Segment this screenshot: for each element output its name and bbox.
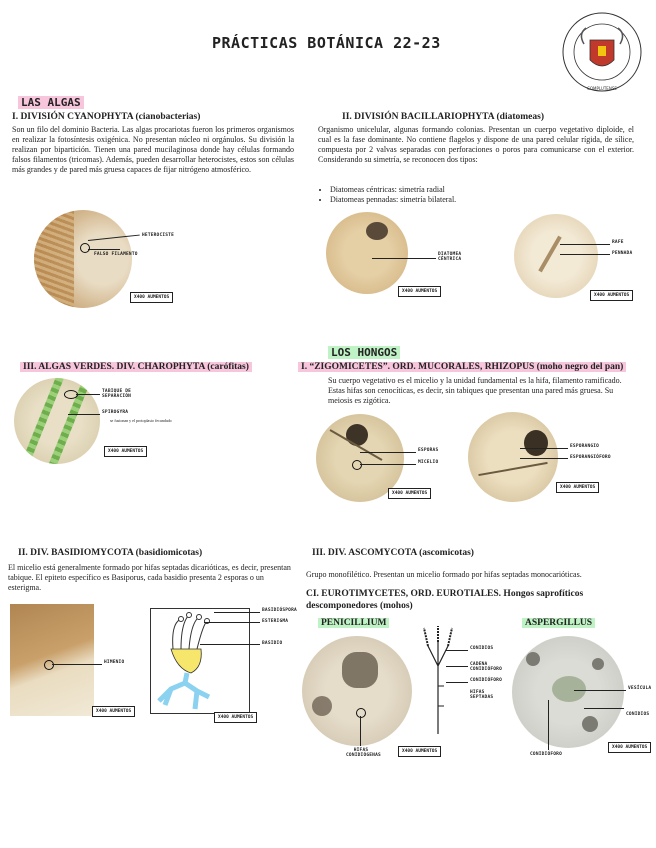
centrica-mag-box: X400 AUMENTOS [398, 286, 441, 297]
vesicula-pointer [574, 690, 626, 691]
diatomea-centrica-micrograph [326, 212, 408, 294]
bullet-pennadas: • Diatomeas pennadas: simetría bilateral. [330, 195, 630, 205]
esporangio-label: ESPORANGIO [570, 444, 600, 449]
aspergillus-micrograph [512, 636, 624, 748]
penicillium-marker [356, 708, 366, 718]
bacillario-title: II. DIVISIÓN BACILLARIOPHYTA (diatomeas) [342, 112, 544, 122]
rafe-label: RAFE [612, 240, 624, 245]
bacillario-text: Organismo unicelular, algunas formando colonias. Presentan un cuerpo vegetativo diploide, el cual es la fase dominante. No contiene flagelos y dispone de una pared celular rígida, de sílice, compuesta por 2 valvas separadas con perforaciones o poros para comunicarse con el exterior. Considerando su simetría, se reconocen dos tipos: [318, 125, 634, 164]
penicillium-heading: PENICILLIUM [318, 618, 389, 628]
cyano-title: I. DIVISIÓN CYANOPHYTA (cianobacterias) [12, 112, 201, 122]
aspergillus-heading: ASPERGILLUS [522, 618, 595, 628]
basidio-pointer [200, 644, 260, 645]
basidio-mag-box-2: X400 AUMENTOS [214, 712, 257, 723]
asco-subtitle: CI. EUROTIMYCETES, ORD. EUROTIALES. Hongos saprofíticos descomponedores (mohos) [306, 589, 584, 611]
micelio-label: MICELIO [418, 460, 439, 465]
tabique-label: TABIQUE DE SEPARACIÓN [102, 389, 132, 399]
rhizopus-micrograph-2 [468, 412, 558, 502]
basidio-drawing [150, 608, 250, 714]
esterigma-pointer [204, 622, 260, 623]
conidioforo-a-pointer [548, 700, 549, 750]
cyano-text: Son un filo del dominio Bacteria. Las algas procariotas fueron los primeros organismos en realizar la fotosíntesis oxigénica. No presentan núcleo ni orgánulos. Su división la realizan por bipartición. Tienen una pared mucilaginosa donde hay células formando falsos filamentos (tricomas). Además, pueden desarrollar heterocistes, estos son células más grandes y de pared más gruesa capaces de fijar nitrógeno atmosférico. [12, 125, 294, 174]
cadena-label: CADENA CONIDIÓFORO [470, 662, 503, 672]
svg-text:COMPLUTENSE: COMPLUTENSE [587, 86, 617, 91]
penicillium-pointer [360, 716, 361, 746]
conidios-label-a: CONIDIOS [626, 712, 650, 717]
basidiospora-pointer [214, 612, 260, 613]
zigo-text: Su cuerpo vegetativo es el micelio y la unidad fundamental es la hifa, filamento ramificado. Estas hifas son cenocíticas, es decir, sin tabiques que presentan una pared más gruesa. Su meiosis es zigótica. [328, 376, 622, 405]
pennada-pointer [560, 254, 610, 255]
rhizopus-marker [352, 460, 362, 470]
spirogyra-label: SPIROGYRA [102, 410, 129, 415]
esporangioforo-pointer [520, 458, 568, 459]
cadena-pointer [446, 666, 468, 667]
himenio-pointer [52, 664, 102, 665]
micelio-pointer [360, 464, 416, 465]
bacillario-bullets [318, 185, 630, 205]
himenio-marker [44, 660, 54, 670]
university-seal [560, 10, 644, 94]
esporangio-pointer [520, 448, 568, 449]
rhizopus-mag-box-1: X400 AUMENTOS [388, 488, 431, 499]
basidio-mag-box-1: X400 AUMENTOS [92, 706, 135, 717]
centrica-pointer [372, 258, 436, 259]
conidios-label-p: CONIDIOS [470, 646, 494, 651]
conidioforo-pointer [446, 682, 468, 683]
basidio-title: II. DIV. BASIDIOMYCOTA (basidiomicotas) [18, 548, 203, 558]
spirogyra-pointer [68, 414, 100, 415]
cyano-label-filamento: FALSO FILAMENTO [94, 252, 138, 257]
algas-heading: LAS ALGAS [18, 96, 84, 109]
pennada-label: PENNADA [612, 251, 633, 256]
tabique-pointer [76, 394, 100, 395]
rhizopus-mag-box-2: X400 AUMENTOS [556, 482, 599, 493]
basidio-label: BASIDIO [262, 641, 283, 646]
pennada-mag-box: X400 AUMENTOS [590, 290, 633, 301]
charophyta-mag-box: X400 AUMENTOS [104, 446, 147, 457]
basidio-text: El micelio está generalmente formado por hifas septadas dicarióticas, es decir, presentan tabique. El epiteto específico es Basiporus, cada basidio presenta 2 esporas o un esterigma. [8, 563, 291, 592]
charophyta-title: III. ALGAS VERDES. DIV. CHAROPHYTA (carófitas) [20, 362, 252, 372]
conidioforo-label-a: CONIDIÓFORO [530, 752, 563, 757]
cyano-marker [80, 243, 90, 253]
basidiospora-label: BASIDIÓSPORA [262, 608, 297, 613]
spirogyra-note: se fusionan y el protoplasto fecundado [110, 418, 172, 423]
esporas-label: ESPORAS [418, 448, 439, 453]
spirogyra-micrograph [14, 378, 100, 464]
esterigma-label: ESTERIGMA [262, 619, 289, 624]
rafe-pointer [560, 244, 610, 245]
himenio-label: HIMENIO [104, 660, 125, 665]
centrica-label: DIATOMEA CÉNTRICA [438, 252, 462, 262]
diatomea-pennada-micrograph [514, 214, 598, 298]
penicillium-mag-box: X400 AUMENTOS [398, 746, 441, 757]
hifas-conidiogenas-label: HIFAS CONIDIÓGENAS [346, 748, 381, 758]
hongos-heading: LOS HONGOS [328, 346, 400, 359]
esporangioforo-label: ESPORANGIÓFORO [570, 455, 611, 460]
page-title: PRÁCTICAS BOTÁNICA 22-23 [212, 34, 441, 52]
penicillium-micrograph [302, 636, 412, 746]
asco-text: Grupo monofilético. Presentan un micelio formado por hifas septadas monocarióticas. [306, 570, 582, 579]
cyano-mag-box: X400 AUMENTOS [130, 292, 173, 303]
esporas-pointer [360, 452, 416, 453]
zigo-title: I. “ZIGOMICETES”. ORD. MUCORALES, RHIZOPUS (moho negro del pan) [298, 362, 626, 372]
cyano-pointer-2 [88, 249, 120, 250]
cyano-label-heterociste: HETEROCISTE [142, 233, 175, 238]
aspergillus-mag-box: X400 AUMENTOS [608, 742, 651, 753]
conidioforo-label-p: CONIDIÓFORO [470, 678, 503, 683]
bullet-centricas: • Diatomeas céntricas: simetría radial [330, 185, 630, 195]
cyano-micrograph [34, 210, 132, 308]
hifas-septadas-label: HIFAS SEPTADAS [470, 690, 494, 700]
vesicula-label: VESÍCULA [628, 686, 652, 691]
conidios-a-pointer [584, 708, 624, 709]
penicillium-drawing [418, 626, 458, 734]
conidios-pointer [446, 650, 468, 651]
asco-title: III. DIV. ASCOMYCOTA (ascomicotas) [312, 548, 474, 558]
